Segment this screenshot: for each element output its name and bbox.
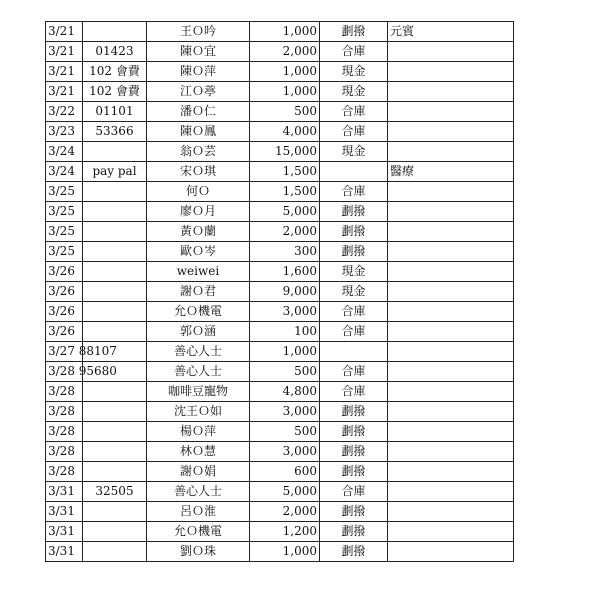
date-cell: 3/28 <box>46 422 83 442</box>
table-row <box>46 502 514 522</box>
reference-cell: 53366 <box>83 122 147 142</box>
reference-cell <box>83 302 147 322</box>
date-cell: 3/28 <box>46 382 83 402</box>
payment-method-cell: 合庫 <box>320 302 388 322</box>
amount-cell: 500 <box>250 362 320 382</box>
note-cell <box>388 182 514 202</box>
date-cell: 3/24 <box>46 162 83 182</box>
amount-cell: 300 <box>250 242 320 262</box>
table-row <box>46 122 514 142</box>
table-row <box>46 82 514 102</box>
date-cell: 3/28 <box>46 442 83 462</box>
payment-method-cell: 劃撥 <box>320 442 388 462</box>
note-cell <box>388 342 514 362</box>
donor-name-cell: 謝Ｏ娟 <box>147 462 250 482</box>
amount-cell: 3,000 <box>250 402 320 422</box>
note-cell <box>388 202 514 222</box>
note-cell <box>388 482 514 502</box>
amount-cell: 500 <box>250 422 320 442</box>
payment-method-cell: 劃撥 <box>320 222 388 242</box>
table-row <box>46 462 514 482</box>
date-cell: 3/21 <box>46 82 83 102</box>
donor-name-cell: 何Ｏ <box>147 182 250 202</box>
payment-method-cell: 合庫 <box>320 322 388 342</box>
payment-method-cell: 合庫 <box>320 102 388 122</box>
date-cell: 3/25 <box>46 242 83 262</box>
reference-cell: 01423 <box>83 42 147 62</box>
donor-name-cell: 咖啡豆寵物 <box>147 382 250 402</box>
donor-name-cell: 楊Ｏ萍 <box>147 422 250 442</box>
payment-method-cell: 劃撥 <box>320 542 388 562</box>
donor-name-cell: 允Ｏ機電 <box>147 302 250 322</box>
reference-cell <box>83 322 147 342</box>
reference-cell: 102 會費 <box>83 62 147 82</box>
note-cell <box>388 142 514 162</box>
reference-cell: pay pal <box>83 162 147 182</box>
table-row <box>46 242 514 262</box>
note-cell <box>388 322 514 342</box>
date-cell: 3/22 <box>46 102 83 122</box>
note-cell <box>388 262 514 282</box>
table-row <box>46 162 514 182</box>
payment-method-cell: 合庫 <box>320 42 388 62</box>
donor-name-cell: 陳Ｏ萍 <box>147 62 250 82</box>
donor-name-cell: 翁Ｏ芸 <box>147 142 250 162</box>
amount-cell: 9,000 <box>250 282 320 302</box>
note-cell <box>388 282 514 302</box>
donor-name-cell: 劉Ｏ珠 <box>147 542 250 562</box>
amount-cell: 1,000 <box>250 542 320 562</box>
table-row <box>46 282 514 302</box>
date-cell: 3/25 <box>46 182 83 202</box>
table-row <box>46 142 514 162</box>
reference-cell <box>83 182 147 202</box>
reference-cell <box>83 502 147 522</box>
reference-cell <box>83 242 147 262</box>
reference-cell: 32505 <box>83 482 147 502</box>
reference-cell <box>83 382 147 402</box>
payment-method-cell: 現金 <box>320 82 388 102</box>
date-cell: 3/26 <box>46 322 83 342</box>
reference-cell <box>83 542 147 562</box>
note-cell <box>388 62 514 82</box>
donor-name-cell: 呂Ｏ淮 <box>147 502 250 522</box>
note-cell: 元賓 <box>388 22 514 42</box>
reference-cell <box>83 22 147 42</box>
donor-name-cell: 黃Ｏ蘭 <box>147 222 250 242</box>
note-cell <box>388 82 514 102</box>
amount-cell: 1,500 <box>250 182 320 202</box>
payment-method-cell: 現金 <box>320 62 388 82</box>
note-cell <box>388 442 514 462</box>
note-cell <box>388 242 514 262</box>
date-cell: 3/31 <box>46 502 83 522</box>
payment-method-cell <box>320 342 388 362</box>
note-cell <box>388 502 514 522</box>
table-row <box>46 482 514 502</box>
donor-name-cell: 郭Ｏ涵 <box>147 322 250 342</box>
date-cell: 3/21 <box>46 22 83 42</box>
payment-method-cell: 劃撥 <box>320 22 388 42</box>
reference-cell <box>83 222 147 242</box>
date-cell: 3/24 <box>46 142 83 162</box>
payment-method-cell: 劃撥 <box>320 402 388 422</box>
payment-method-cell: 劃撥 <box>320 242 388 262</box>
date-cell: 3/27 88107 <box>46 342 83 362</box>
donor-name-cell: 陳Ｏ宜 <box>147 42 250 62</box>
amount-cell: 100 <box>250 322 320 342</box>
reference-cell <box>83 522 147 542</box>
note-cell <box>388 42 514 62</box>
payment-method-cell: 合庫 <box>320 122 388 142</box>
amount-cell: 2,000 <box>250 42 320 62</box>
amount-cell: 5,000 <box>250 482 320 502</box>
amount-cell: 1,500 <box>250 162 320 182</box>
amount-cell: 3,000 <box>250 302 320 322</box>
table-row <box>46 222 514 242</box>
payment-method-cell: 劃撥 <box>320 522 388 542</box>
note-cell <box>388 362 514 382</box>
donor-name-cell: 潘Ｏ仁 <box>147 102 250 122</box>
payment-method-cell: 合庫 <box>320 482 388 502</box>
date-cell: 3/25 <box>46 202 83 222</box>
note-cell: 醫療 <box>388 162 514 182</box>
reference-cell: 01101 <box>83 102 147 122</box>
amount-cell: 1,000 <box>250 62 320 82</box>
donor-name-cell: 善心人士 <box>147 342 250 362</box>
reference-cell <box>83 142 147 162</box>
amount-cell: 5,000 <box>250 202 320 222</box>
table-row <box>46 102 514 122</box>
donation-ledger-table <box>45 21 514 562</box>
table-row <box>46 362 514 382</box>
date-cell: 3/23 <box>46 122 83 142</box>
table-row <box>46 42 514 62</box>
note-cell <box>388 302 514 322</box>
donor-name-cell: 江Ｏ葶 <box>147 82 250 102</box>
date-cell: 3/26 <box>46 282 83 302</box>
donor-name-cell: 宋Ｏ琪 <box>147 162 250 182</box>
table-row <box>46 302 514 322</box>
table-row <box>46 402 514 422</box>
table-row <box>46 542 514 562</box>
table-row <box>46 322 514 342</box>
table-row <box>46 182 514 202</box>
date-cell: 3/28 <box>46 462 83 482</box>
donor-name-cell: 王Ｏ吟 <box>147 22 250 42</box>
payment-method-cell: 劃撥 <box>320 422 388 442</box>
note-cell <box>388 422 514 442</box>
reference-cell <box>83 282 147 302</box>
donor-name-cell: 善心人士 <box>147 362 250 382</box>
date-cell: 3/26 <box>46 262 83 282</box>
table-row <box>46 422 514 442</box>
reference-cell: 102 會費 <box>83 82 147 102</box>
table-row <box>46 382 514 402</box>
amount-cell: 2,000 <box>250 502 320 522</box>
payment-method-cell: 劃撥 <box>320 202 388 222</box>
date-cell: 3/31 <box>46 522 83 542</box>
payment-method-cell: 現金 <box>320 262 388 282</box>
reference-cell <box>83 202 147 222</box>
amount-cell: 2,000 <box>250 222 320 242</box>
amount-cell: 1,000 <box>250 342 320 362</box>
date-cell: 3/21 <box>46 62 83 82</box>
donor-name-cell: 謝Ｏ君 <box>147 282 250 302</box>
date-cell: 3/31 <box>46 482 83 502</box>
date-cell: 3/26 <box>46 302 83 322</box>
date-cell: 3/28 95680 <box>46 362 83 382</box>
amount-cell: 1,000 <box>250 82 320 102</box>
table-row <box>46 442 514 462</box>
date-cell: 3/28 <box>46 402 83 422</box>
donor-name-cell: 陳Ｏ鳳 <box>147 122 250 142</box>
table-row <box>46 262 514 282</box>
donor-name-cell: weiwei <box>147 262 250 282</box>
donor-name-cell: 沈王Ｏ如 <box>147 402 250 422</box>
date-cell: 3/21 <box>46 42 83 62</box>
amount-cell: 1,000 <box>250 22 320 42</box>
reference-cell <box>83 442 147 462</box>
payment-method-cell <box>320 162 388 182</box>
amount-cell: 1,200 <box>250 522 320 542</box>
table-row <box>46 522 514 542</box>
table-row <box>46 22 514 42</box>
amount-cell: 4,800 <box>250 382 320 402</box>
payment-method-cell: 劃撥 <box>320 462 388 482</box>
note-cell <box>388 102 514 122</box>
payment-method-cell: 合庫 <box>320 362 388 382</box>
note-cell <box>388 402 514 422</box>
amount-cell: 3,000 <box>250 442 320 462</box>
reference-cell <box>83 402 147 422</box>
donor-name-cell: 善心人士 <box>147 482 250 502</box>
payment-method-cell: 合庫 <box>320 182 388 202</box>
payment-method-cell: 現金 <box>320 142 388 162</box>
reference-cell <box>83 422 147 442</box>
date-cell: 3/31 <box>46 542 83 562</box>
amount-cell: 4,000 <box>250 122 320 142</box>
donor-name-cell: 允Ｏ機電 <box>147 522 250 542</box>
table-row <box>46 62 514 82</box>
note-cell <box>388 542 514 562</box>
donor-name-cell: 林Ｏ慧 <box>147 442 250 462</box>
donor-name-cell: 廖Ｏ月 <box>147 202 250 222</box>
amount-cell: 600 <box>250 462 320 482</box>
ledger-body <box>46 22 514 562</box>
note-cell <box>388 382 514 402</box>
reference-cell <box>83 262 147 282</box>
reference-cell <box>83 462 147 482</box>
payment-method-cell: 劃撥 <box>320 502 388 522</box>
note-cell <box>388 462 514 482</box>
payment-method-cell: 合庫 <box>320 382 388 402</box>
note-cell <box>388 222 514 242</box>
amount-cell: 1,600 <box>250 262 320 282</box>
date-cell: 3/25 <box>46 222 83 242</box>
table-row <box>46 342 514 362</box>
table-row <box>46 202 514 222</box>
note-cell <box>388 522 514 542</box>
amount-cell: 15,000 <box>250 142 320 162</box>
amount-cell: 500 <box>250 102 320 122</box>
payment-method-cell: 現金 <box>320 282 388 302</box>
note-cell <box>388 122 514 142</box>
donor-name-cell: 歐Ｏ岑 <box>147 242 250 262</box>
